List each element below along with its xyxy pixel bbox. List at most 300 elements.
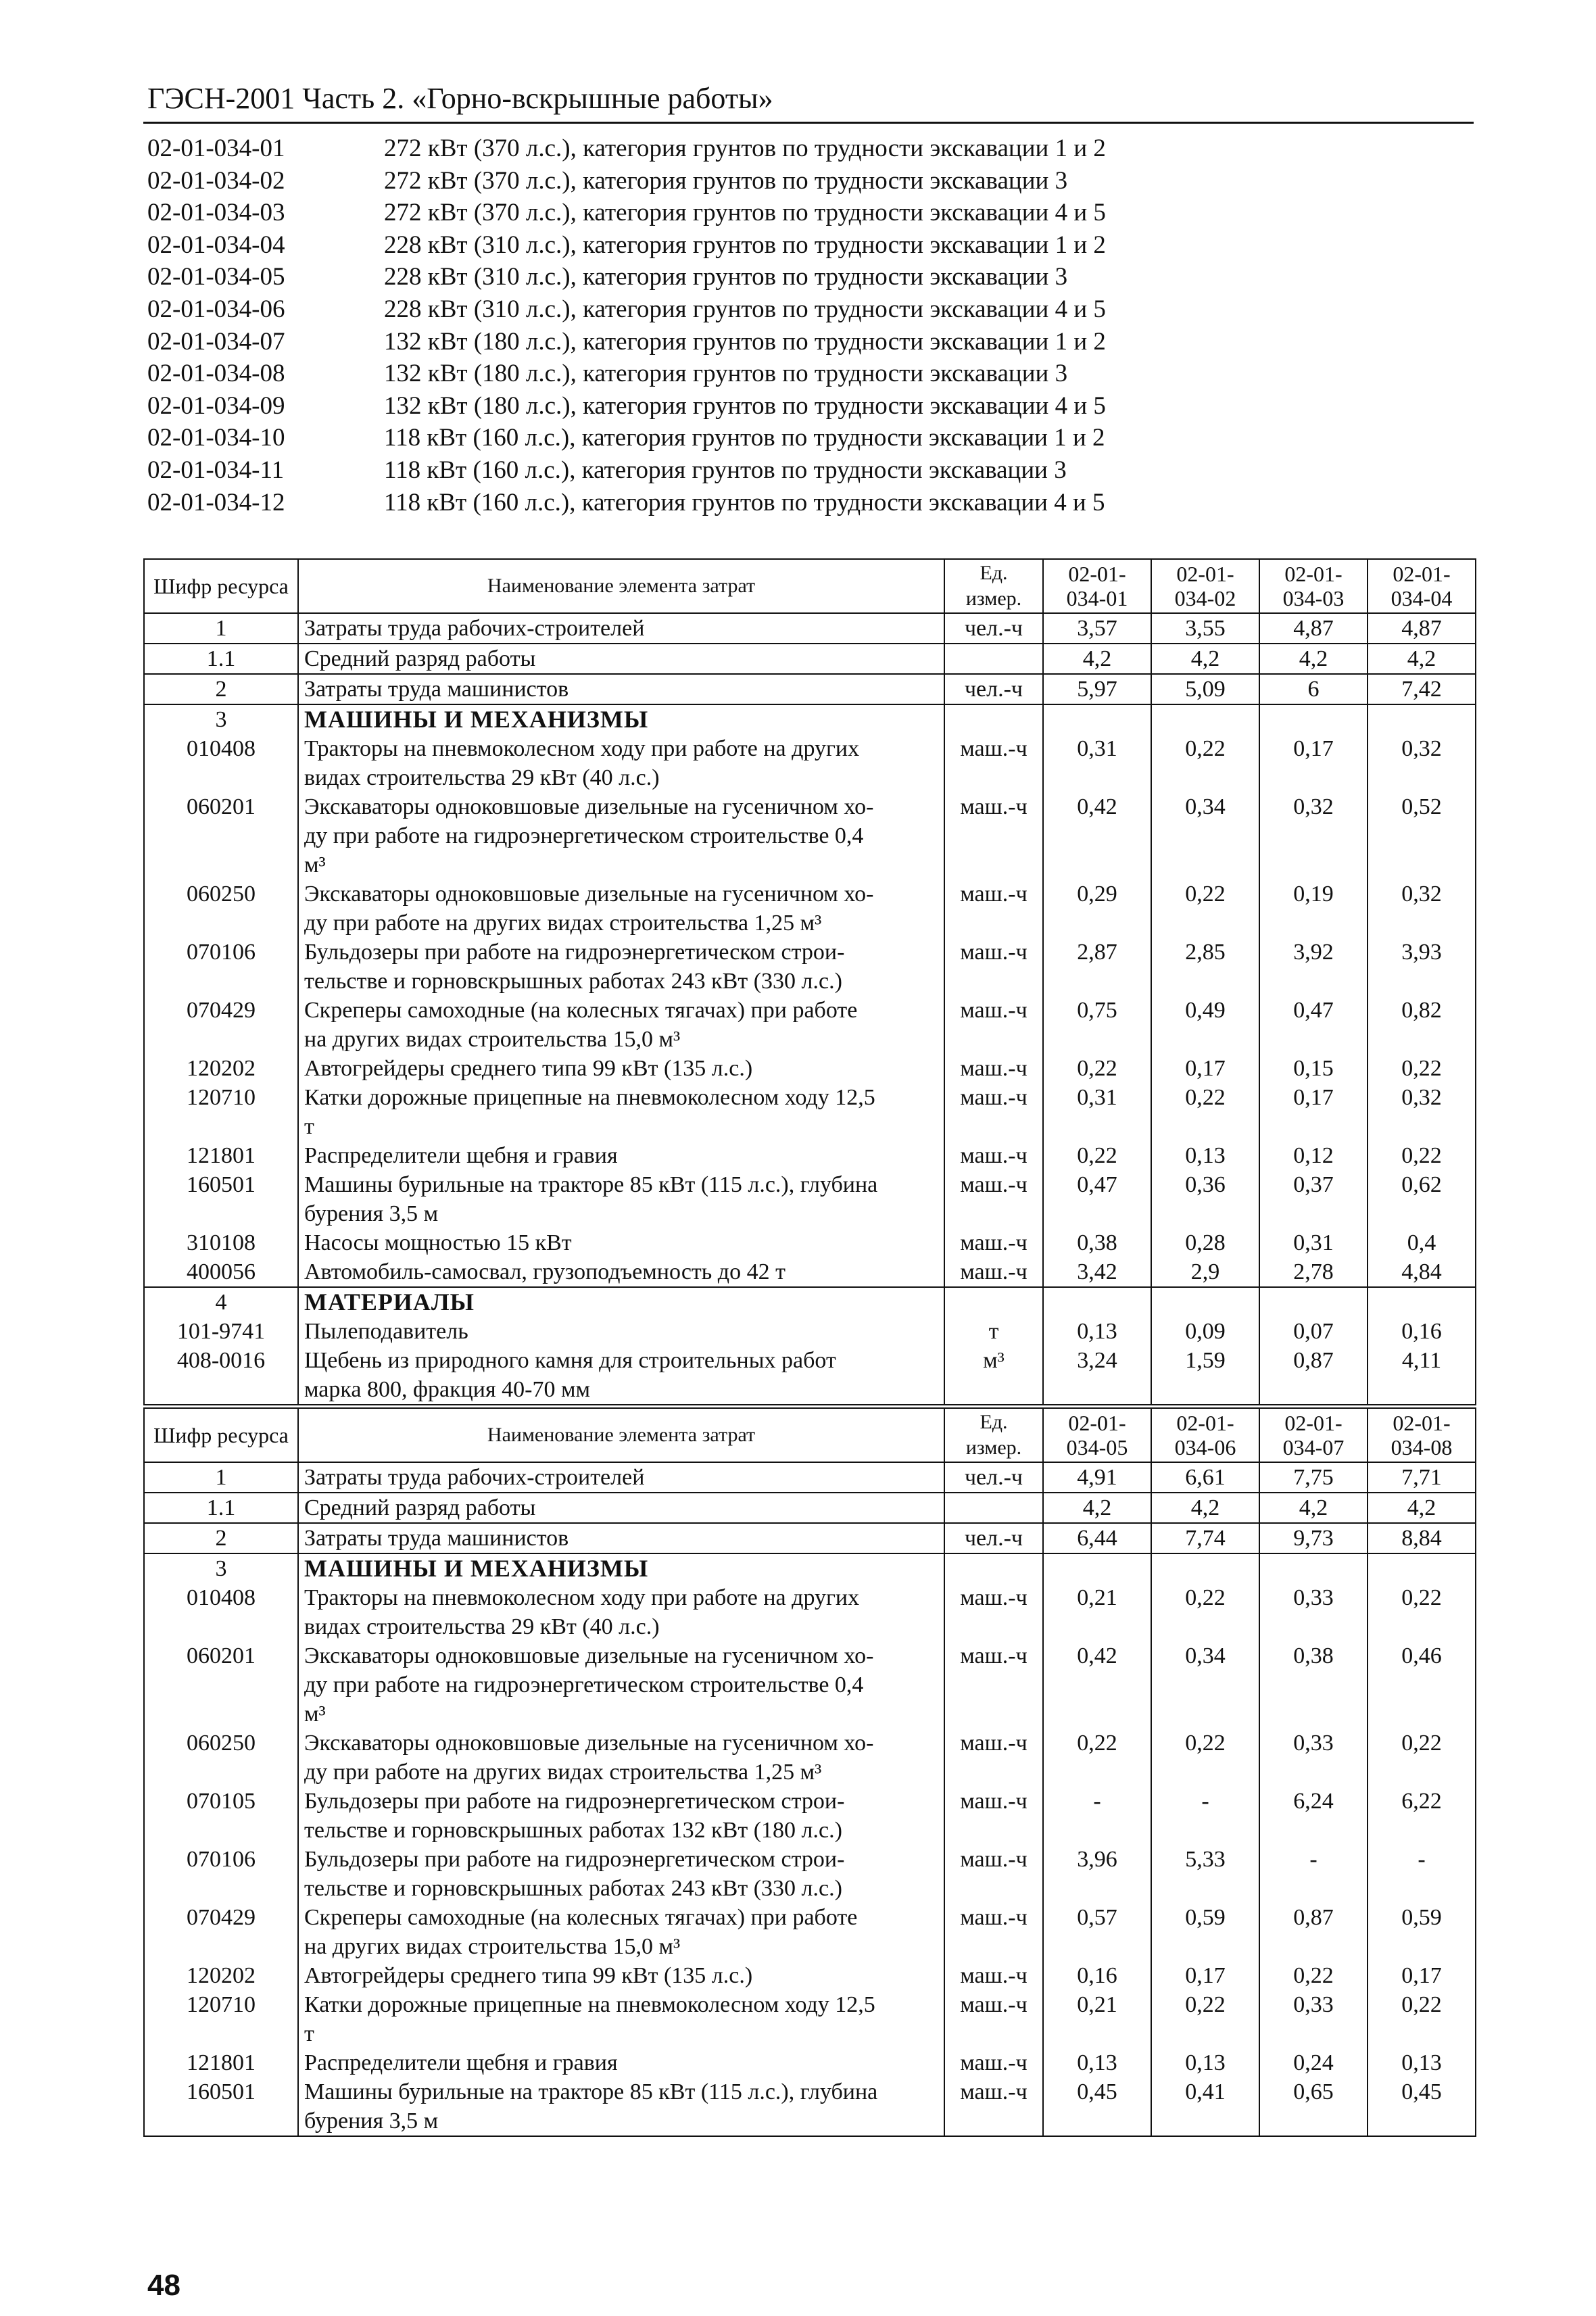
cell-value: 2,87: [1043, 938, 1151, 996]
code-list-description: 132 кВт (180 л.с.), категория грунтов по трудности экскавации 3: [384, 360, 1068, 388]
cell-name: [298, 996, 944, 1054]
cell-value: 0,34: [1151, 1641, 1259, 1729]
cell-name: [298, 613, 944, 644]
table-row: [144, 2077, 1476, 2136]
table-row: [144, 1346, 1476, 1405]
table-row: [144, 1990, 1476, 2048]
cell-name: [298, 1346, 944, 1405]
cell-value: 3,57: [1043, 613, 1151, 644]
cell-value: 0,12: [1259, 1141, 1368, 1170]
cell-value: 0,22: [1151, 1729, 1259, 1787]
table-row: [144, 792, 1476, 879]
header-unit: Ед. измер.: [944, 1408, 1043, 1462]
table-row: [144, 1141, 1476, 1170]
cell-value: 0,21: [1043, 1583, 1151, 1641]
cell-value: 0,22: [1151, 734, 1259, 792]
cell-name-line: м³: [304, 1702, 326, 1727]
cell-value: 6: [1259, 674, 1368, 704]
resource-table-2: [143, 1407, 1476, 2137]
table-row: [144, 1729, 1476, 1787]
cell-value: 0,22: [1368, 1990, 1476, 2048]
cell-value: 0,42: [1043, 792, 1151, 879]
cell-value: 0,82: [1368, 996, 1476, 1054]
cell-name: [298, 1257, 944, 1287]
cell-value: 0,22: [1151, 879, 1259, 938]
cell-name-line: Скреперы самоходные (на колесных тягачах) при работе: [304, 1905, 858, 1930]
cell-unit: маш.-ч: [944, 1228, 1043, 1257]
cell-unit: чел.-ч: [944, 1462, 1043, 1493]
cell-name-line: Затраты труда рабочих-строителей: [304, 1465, 645, 1490]
cell-name-line: Насосы мощностью 15 кВт: [304, 1230, 572, 1255]
cell-value: 0,22: [1043, 1729, 1151, 1787]
cell-name-line: Затраты труда машинистов: [304, 677, 569, 702]
cell-name: [298, 1903, 944, 1961]
cell-code: 160501: [144, 2077, 298, 2136]
cell-value: 3,24: [1043, 1346, 1151, 1405]
cell-name: [298, 1845, 944, 1903]
cell-value: 0,52: [1368, 792, 1476, 879]
cell-code: 160501: [144, 1170, 298, 1228]
cell-code: 1: [144, 613, 298, 644]
cell-unit: [944, 704, 1043, 734]
header-unit: Ед. измер.: [944, 559, 1043, 613]
cell-value: 0,46: [1368, 1641, 1476, 1729]
cell-value: 7,74: [1151, 1523, 1259, 1553]
cell-value: 0,49: [1151, 996, 1259, 1054]
cell-value: 0,38: [1043, 1228, 1151, 1257]
code-list-item: [147, 326, 1472, 358]
code-list-code: 02-01-034-04: [147, 231, 285, 259]
code-list-description: 272 кВт (370 л.с.), категория грунтов по трудности экскавации 1 и 2: [384, 135, 1106, 162]
code-list-item: [147, 261, 1472, 293]
cell-code: 101-9741: [144, 1317, 298, 1346]
cell-value: 0,22: [1368, 1583, 1476, 1641]
cell-value: 0,32: [1259, 792, 1368, 879]
code-list-item: [147, 454, 1472, 487]
page-number: 48: [147, 2269, 180, 2302]
header-name: Наименование элемента затрат: [298, 559, 944, 613]
cell-value: [1043, 1287, 1151, 1317]
code-list-code: 02-01-034-11: [147, 456, 285, 484]
cell-value: 0,45: [1368, 2077, 1476, 2136]
cell-unit: маш.-ч: [944, 1990, 1043, 2048]
cell-unit: маш.-ч: [944, 1170, 1043, 1228]
cell-name-line: ду при работе на других видах строительства 1,25 м³: [304, 1760, 822, 1785]
code-list-item: [147, 390, 1472, 423]
code-list-code: 02-01-034-08: [147, 360, 285, 388]
cell-value: 4,2: [1043, 644, 1151, 674]
code-list-code: 02-01-034-06: [147, 295, 285, 323]
cell-value: 0,22: [1151, 1583, 1259, 1641]
cell-value: 0,13: [1043, 1317, 1151, 1346]
cell-value: 0,22: [1043, 1141, 1151, 1170]
header-col-1: 02-01- 034-05: [1043, 1408, 1151, 1462]
cell-unit: маш.-ч: [944, 1257, 1043, 1287]
cell-value: 0,13: [1368, 2048, 1476, 2077]
cell-unit: маш.-ч: [944, 2077, 1043, 2136]
cell-value: 0,32: [1368, 879, 1476, 938]
cell-name-line: Катки дорожные прицепные на пневмоколесном ходу 12,5: [304, 1085, 875, 1110]
cell-value: 7,42: [1368, 674, 1476, 704]
cell-name-line: Катки дорожные прицепные на пневмоколесном ходу 12,5: [304, 1992, 875, 2017]
cell-code: 408-0016: [144, 1346, 298, 1405]
cell-value: [1151, 1287, 1259, 1317]
cell-value: 4,2: [1151, 644, 1259, 674]
cell-code: 3: [144, 1553, 298, 1583]
code-list-description: 272 кВт (370 л.с.), категория грунтов по трудности экскавации 4 и 5: [384, 199, 1106, 227]
cell-name: [298, 792, 944, 879]
cell-value: 0,45: [1043, 2077, 1151, 2136]
cell-name-line: Распределители щебня и гравия: [304, 1143, 618, 1168]
cell-value: 3,96: [1043, 1845, 1151, 1903]
cell-name-line: на других видах строительства 15,0 м³: [304, 1934, 681, 1959]
cell-name: [298, 2048, 944, 2077]
cell-value: 0,87: [1259, 1903, 1368, 1961]
table-row: [144, 644, 1476, 674]
cell-name: [298, 644, 944, 674]
cell-name-line: на других видах строительства 15,0 м³: [304, 1027, 681, 1052]
cell-value: [1043, 1553, 1151, 1583]
cell-value: 2,85: [1151, 938, 1259, 996]
cell-name: [298, 1641, 944, 1729]
cell-name-line: т: [304, 1114, 314, 1139]
cell-value: 5,97: [1043, 674, 1151, 704]
table-header-row: [144, 559, 1476, 613]
cell-value: 0,22: [1043, 1054, 1151, 1083]
cell-value: 0,31: [1043, 1083, 1151, 1141]
cell-value: 6,24: [1259, 1787, 1368, 1845]
cell-value: 4,11: [1368, 1346, 1476, 1405]
header-col-3: 02-01- 034-07: [1259, 1408, 1368, 1462]
cell-name: [298, 674, 944, 704]
code-list: [147, 132, 1472, 518]
cell-name: [298, 1462, 944, 1493]
code-list-code: 02-01-034-12: [147, 488, 285, 516]
cell-unit: маш.-ч: [944, 2048, 1043, 2077]
cell-value: 0,87: [1259, 1346, 1368, 1405]
table-row: [144, 1317, 1476, 1346]
code-list-description: 228 кВт (310 л.с.), категория грунтов по трудности экскавации 4 и 5: [384, 295, 1106, 323]
cell-code: 120710: [144, 1990, 298, 2048]
cell-value: 0,17: [1368, 1961, 1476, 1990]
cell-value: 0,24: [1259, 2048, 1368, 2077]
cell-unit: маш.-ч: [944, 938, 1043, 996]
cell-name: [298, 1990, 944, 2048]
cell-name-line: Скреперы самоходные (на колесных тягачах) при работе: [304, 998, 858, 1023]
cell-name-line: т: [304, 2021, 314, 2046]
cell-name: [298, 1493, 944, 1523]
cell-value: 0,21: [1043, 1990, 1151, 2048]
cell-name-line: Средний разряд работы: [304, 646, 536, 671]
cell-code: 070429: [144, 996, 298, 1054]
cell-name: [298, 734, 944, 792]
cell-code: 120710: [144, 1083, 298, 1141]
header-name: Наименование элемента затрат: [298, 1408, 944, 1462]
cell-value: 0,07: [1259, 1317, 1368, 1346]
cell-value: 0,29: [1043, 879, 1151, 938]
cell-value: [1151, 1553, 1259, 1583]
cell-unit: маш.-ч: [944, 1583, 1043, 1641]
cell-value: 0,15: [1259, 1054, 1368, 1083]
cell-value: 5,09: [1151, 674, 1259, 704]
cell-name-line: Экскаваторы одноковшовые дизельные на гусеничном хо-: [304, 1643, 874, 1668]
cell-code: 070106: [144, 938, 298, 996]
cell-value: 4,2: [1151, 1493, 1259, 1523]
cell-value: 0,16: [1043, 1961, 1151, 1990]
cell-unit: маш.-ч: [944, 1845, 1043, 1903]
cell-value: 4,2: [1259, 1493, 1368, 1523]
table-row: [144, 1583, 1476, 1641]
cell-value: 4,2: [1368, 1493, 1476, 1523]
cell-name-line: Распределители щебня и гравия: [304, 2050, 618, 2075]
code-list-code: 02-01-034-10: [147, 424, 285, 452]
code-list-description: 118 кВт (160 л.с.), категория грунтов по трудности экскавации 3: [384, 456, 1067, 484]
cell-value: 0,33: [1259, 1990, 1368, 2048]
cell-value: 2,9: [1151, 1257, 1259, 1287]
cell-name: [298, 879, 944, 938]
cell-name: [298, 1170, 944, 1228]
cell-unit: маш.-ч: [944, 1141, 1043, 1170]
table-row: [144, 1523, 1476, 1553]
cell-name-line: Средний разряд работы: [304, 1495, 536, 1520]
table-row: [144, 1845, 1476, 1903]
header-col-1: 02-01- 034-01: [1043, 559, 1151, 613]
table-row: [144, 1228, 1476, 1257]
cell-value: 0,57: [1043, 1903, 1151, 1961]
cell-name-line: тельстве и горновскрышных работах 132 кВт (180 л.с.): [304, 1818, 842, 1843]
cell-name-line: Машины бурильные на тракторе 85 кВт (115 л.с.), глубина: [304, 1172, 878, 1197]
cell-name-line: Тракторы на пневмоколесном ходу при работе на других: [304, 736, 860, 761]
cell-value: 0,17: [1259, 1083, 1368, 1141]
table-row: [144, 996, 1476, 1054]
cell-name-line: Бульдозеры при работе на гидроэнергетическом строи-: [304, 940, 845, 965]
cell-name-line: тельстве и горновскрышных работах 243 кВт (330 л.с.): [304, 969, 842, 994]
cell-value: 0,13: [1043, 2048, 1151, 2077]
table-row: [144, 938, 1476, 996]
cell-name-line: Автогрейдеры среднего типа 99 кВт (135 л.с.): [304, 1056, 753, 1081]
cell-value: 0,59: [1368, 1903, 1476, 1961]
cell-value: 3,55: [1151, 613, 1259, 644]
cell-value: 0,31: [1043, 734, 1151, 792]
cell-code: 060201: [144, 1641, 298, 1729]
table-row: [144, 1961, 1476, 1990]
header-rule: [143, 122, 1474, 124]
cell-code: 010408: [144, 734, 298, 792]
page-header: ГЭСН-2001 Часть 2. «Горно-вскрышные работы»: [147, 82, 773, 115]
cell-name: [298, 1523, 944, 1553]
cell-unit: маш.-ч: [944, 1083, 1043, 1141]
cell-value: -: [1368, 1845, 1476, 1903]
table-row: [144, 1083, 1476, 1141]
cell-value: 4,84: [1368, 1257, 1476, 1287]
cell-value: 0,34: [1151, 792, 1259, 879]
cell-name: [298, 1141, 944, 1170]
cell-unit: чел.-ч: [944, 613, 1043, 644]
table-row: [144, 1462, 1476, 1493]
cell-value: 4,2: [1043, 1493, 1151, 1523]
table-row: [144, 1903, 1476, 1961]
cell-code: 121801: [144, 2048, 298, 2077]
cell-code: 010408: [144, 1583, 298, 1641]
cell-name: [298, 1054, 944, 1083]
cell-unit: маш.-ч: [944, 1641, 1043, 1729]
cell-unit: чел.-ч: [944, 1523, 1043, 1553]
cell-unit: т: [944, 1317, 1043, 1346]
cell-name-line: ду при работе на гидроэнергетическом строительстве 0,4: [304, 823, 864, 848]
code-list-item: [147, 422, 1472, 454]
cell-unit: маш.-ч: [944, 879, 1043, 938]
code-list-item: [147, 197, 1472, 229]
cell-name-line: Экскаваторы одноковшовые дизельные на гусеничном хо-: [304, 794, 874, 819]
cell-name-line: Пылеподавитель: [304, 1319, 468, 1344]
cell-value: 0,65: [1259, 2077, 1368, 2136]
cell-unit: маш.-ч: [944, 792, 1043, 879]
cell-code: 4: [144, 1287, 298, 1317]
cell-code: 400056: [144, 1257, 298, 1287]
code-list-code: 02-01-034-03: [147, 199, 285, 227]
cell-value: 2,78: [1259, 1257, 1368, 1287]
cell-unit: чел.-ч: [944, 674, 1043, 704]
cell-value: 0,22: [1259, 1961, 1368, 1990]
code-list-item: [147, 229, 1472, 262]
cell-code: 070106: [144, 1845, 298, 1903]
cell-unit: маш.-ч: [944, 734, 1043, 792]
cell-name: [298, 1961, 944, 1990]
cell-name: [298, 1553, 944, 1583]
cell-name-line: Бульдозеры при работе на гидроэнергетическом строи-: [304, 1847, 845, 1872]
cell-name-line: Автогрейдеры среднего типа 99 кВт (135 л.с.): [304, 1963, 753, 1988]
cell-name: [298, 1317, 944, 1346]
cell-value: 0,59: [1151, 1903, 1259, 1961]
cell-name: [298, 1287, 944, 1317]
cell-value: 6,44: [1043, 1523, 1151, 1553]
cell-value: 0,33: [1259, 1729, 1368, 1787]
cell-name-line: Экскаваторы одноковшовые дизельные на гусеничном хо-: [304, 1731, 874, 1756]
cell-value: 0,47: [1043, 1170, 1151, 1228]
cell-code: 121801: [144, 1141, 298, 1170]
cell-unit: маш.-ч: [944, 1729, 1043, 1787]
cell-value: [1368, 1553, 1476, 1583]
cell-unit: [944, 644, 1043, 674]
cell-value: 0,62: [1368, 1170, 1476, 1228]
cell-code: 1.1: [144, 644, 298, 674]
cell-value: [1259, 704, 1368, 734]
cell-value: [1043, 704, 1151, 734]
cell-value: 0,42: [1043, 1641, 1151, 1729]
cell-value: 0,22: [1368, 1054, 1476, 1083]
code-list-description: 132 кВт (180 л.с.), категория грунтов по трудности экскавации 4 и 5: [384, 391, 1106, 420]
code-list-item: [147, 132, 1472, 165]
cell-value: 0,37: [1259, 1170, 1368, 1228]
cell-value: -: [1043, 1787, 1151, 1845]
cell-value: -: [1259, 1845, 1368, 1903]
cell-value: [1151, 704, 1259, 734]
code-list-item: [147, 358, 1472, 390]
cell-name-line: МАШИНЫ И МЕХАНИЗМЫ: [304, 706, 649, 733]
cell-code: 1: [144, 1462, 298, 1493]
cell-value: 0,36: [1151, 1170, 1259, 1228]
cell-name-line: Тракторы на пневмоколесном ходу при работе на других: [304, 1585, 860, 1610]
cell-value: 0,17: [1151, 1961, 1259, 1990]
cell-value: 3,93: [1368, 938, 1476, 996]
table-row: [144, 879, 1476, 938]
cell-value: 0,38: [1259, 1641, 1368, 1729]
code-list-description: 132 кВт (180 л.с.), категория грунтов по трудности экскавации 1 и 2: [384, 327, 1106, 356]
cell-value: 0,32: [1368, 734, 1476, 792]
cell-name: [298, 2077, 944, 2136]
cell-name-line: видах строительства 29 кВт (40 л.с.): [304, 1614, 660, 1639]
table-row: [144, 1493, 1476, 1523]
table-row: [144, 1170, 1476, 1228]
cell-name: [298, 1787, 944, 1845]
header-col-2: 02-01- 034-02: [1151, 559, 1259, 613]
section-row: [144, 1287, 1476, 1317]
cell-code: 2: [144, 674, 298, 704]
code-list-description: 118 кВт (160 л.с.), категория грунтов по трудности экскавации 4 и 5: [384, 488, 1105, 516]
cell-name-line: ду при работе на гидроэнергетическом строительстве 0,4: [304, 1672, 864, 1697]
cell-value: 0,13: [1151, 1141, 1259, 1170]
cell-name-line: Автомобиль-самосвал, грузоподъемность до 42 т: [304, 1259, 785, 1284]
cell-name: [298, 1729, 944, 1787]
cell-value: 0,16: [1368, 1317, 1476, 1346]
cell-name-line: Щебень из природного камня для строительных работ: [304, 1348, 836, 1373]
cell-name: [298, 1083, 944, 1141]
table-row: [144, 2048, 1476, 2077]
cell-value: 4,87: [1368, 613, 1476, 644]
table-row: [144, 674, 1476, 704]
cell-value: 4,2: [1259, 644, 1368, 674]
cell-value: 6,61: [1151, 1462, 1259, 1493]
cell-value: 0,33: [1259, 1583, 1368, 1641]
header-code: Шифр ресурса: [144, 1408, 298, 1462]
cell-name-line: Затраты труда машинистов: [304, 1526, 569, 1551]
cell-value: 4,2: [1368, 644, 1476, 674]
cell-name: [298, 938, 944, 996]
cell-unit: маш.-ч: [944, 1787, 1043, 1845]
cell-name: [298, 1228, 944, 1257]
cell-value: 0,22: [1368, 1141, 1476, 1170]
cell-value: 0,17: [1259, 734, 1368, 792]
cell-name-line: тельстве и горновскрышных работах 243 кВт (330 л.с.): [304, 1876, 842, 1901]
cell-name-line: Затраты труда рабочих-строителей: [304, 616, 645, 641]
cell-value: 0,41: [1151, 2077, 1259, 2136]
cell-name-line: МАШИНЫ И МЕХАНИЗМЫ: [304, 1555, 649, 1582]
code-list-code: 02-01-034-07: [147, 327, 285, 356]
cell-value: [1368, 704, 1476, 734]
cell-code: 120202: [144, 1961, 298, 1990]
cell-name-line: видах строительства 29 кВт (40 л.с.): [304, 765, 660, 790]
cell-value: 0,47: [1259, 996, 1368, 1054]
code-list-code: 02-01-034-09: [147, 391, 285, 420]
table-header-row: [144, 1408, 1476, 1462]
cell-value: 0,4: [1368, 1228, 1476, 1257]
table-row: [144, 1257, 1476, 1287]
cell-unit: маш.-ч: [944, 1903, 1043, 1961]
cell-code: 3: [144, 704, 298, 734]
cell-unit: маш.-ч: [944, 1054, 1043, 1083]
cell-code: 060201: [144, 792, 298, 879]
table-row: [144, 1641, 1476, 1729]
cell-unit: маш.-ч: [944, 1961, 1043, 1990]
cell-name: [298, 1583, 944, 1641]
code-list-code: 02-01-034-01: [147, 135, 285, 162]
section-row: [144, 1553, 1476, 1583]
header-col-4: 02-01- 034-04: [1368, 559, 1476, 613]
cell-name-line: марка 800, фракция 40-70 мм: [304, 1377, 590, 1402]
cell-value: 4,87: [1259, 613, 1368, 644]
code-list-description: 118 кВт (160 л.с.), категория грунтов по трудности экскавации 1 и 2: [384, 424, 1105, 452]
cell-value: 3,92: [1259, 938, 1368, 996]
